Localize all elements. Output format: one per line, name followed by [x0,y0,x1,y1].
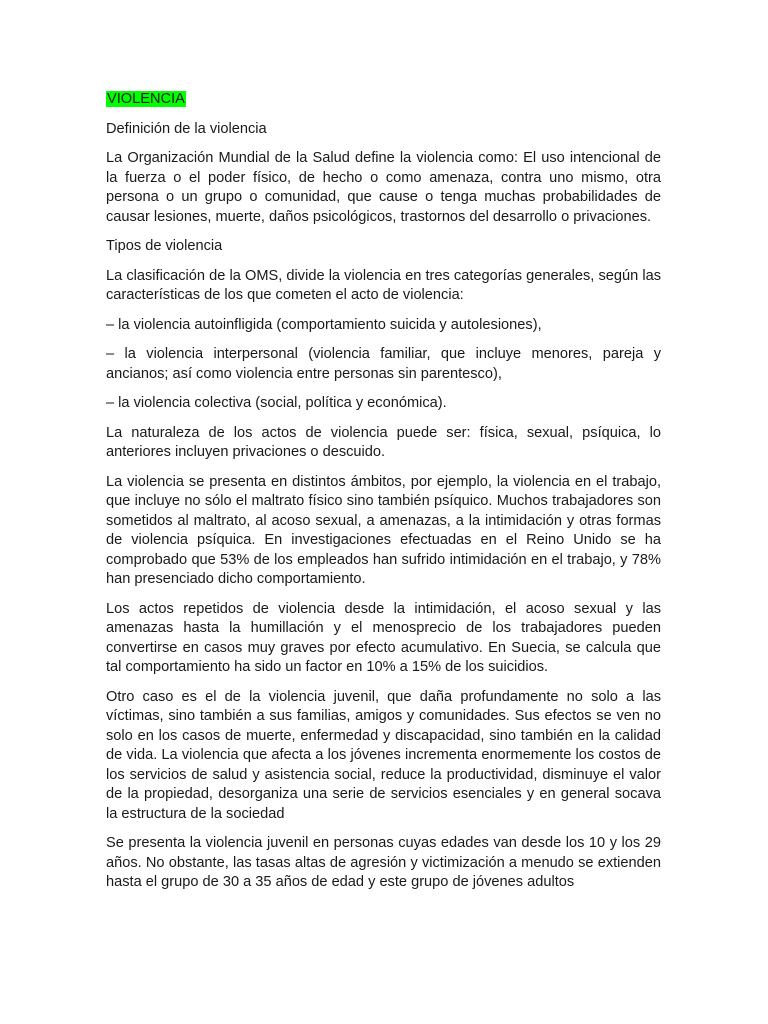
paragraph-edades: Se presenta la violencia juvenil en personas cuyas edades van desde los 10 y los 29 años. No obstante, las tasas altas de agresión y victimización a menudo se extienden hasta el grupo de 30 a 35 años de edad y este grupo de jóvenes adultos [106,835,661,890]
document-title [106,90,661,110]
paragraph-ambitos-trabajo: La violencia se presenta en distintos ámbitos, por ejemplo, la violencia en el trabajo, que incluye no sólo el maltrato físico sino también psíquico. Muchos trabajadores son sometidos al maltrato, al acoso sexual, a amenazas, a la intimidación y otras formas de violencia psíquica. En investigaciones efectuadas en el Reino Unido se ha comprobado que 53% de los empleados han sufrido intimidación en el trabajo, y 78% han presenciado dicho comportamiento. [106,473,661,587]
paragraph-naturaleza: La naturaleza de los actos de violencia puede ser: física, sexual, psíquica, lo anteriores incluyen privaciones o descuido. [106,424,661,460]
list-item-interpersonal: – la violencia interpersonal (violencia familiar, que incluye menores, pareja y ancianos; así como violencia entre personas sin parentesco), [106,346,661,382]
document-body [106,90,661,903]
paragraph-definicion-oms: La Organización Mundial de la Salud define la violencia como: El uso intencional de la fuerza o el poder físico, de hecho o como amenaza, contra uno mismo, otra persona o un grupo o comunidad, que cause o tenga muchas probabilidades de causar lesiones, muerte, daños psicológicos, trastornos del desarrollo o privaciones. [106,150,661,225]
subheading-tipos: Tipos de violencia [106,238,223,254]
paragraph-clasificacion: La clasificación de la OMS, divide la violencia en tres categorías generales, según las características de los que cometen el acto de violencia: [106,267,661,303]
subheading-definicion: Definición de la violencia [106,120,267,137]
title-highlight: VIOLENCIA [107,91,185,107]
list-item-autoinfligida: – la violencia autoinfligida (comportamiento suicida y autolesiones), [106,316,542,333]
list-item-colectiva: – la violencia colectiva (social, política y económica). [106,395,447,411]
paragraph-violencia-juvenil: Otro caso es el de la violencia juvenil, que daña profundamente no solo a las víctimas, sino también a sus familias, amigos y comunidades. Sus efectos se ven no solo en los casos de muerte, enfermedad y discapacidad, sino también en la calidad de vida. La violencia que afecta a los jóvenes incrementa enormemente los costos de los servicios de salud y asistencia social, reduce la productividad, disminuye el valor de la propiedad, desorganiza una serie de servicios esenciales y en general socava la estructura de la sociedad [106,688,661,822]
paragraph-actos-repetidos: Los actos repetidos de violencia desde la intimidación, el acoso sexual y las amenazas hasta la humillación y el menosprecio de los trabajadores pueden convertirse en casos muy graves por efecto acumulativo. En Suecia, se calcula que tal comportamiento ha sido un factor en 10% a 15% de los suicidios. [106,600,661,675]
